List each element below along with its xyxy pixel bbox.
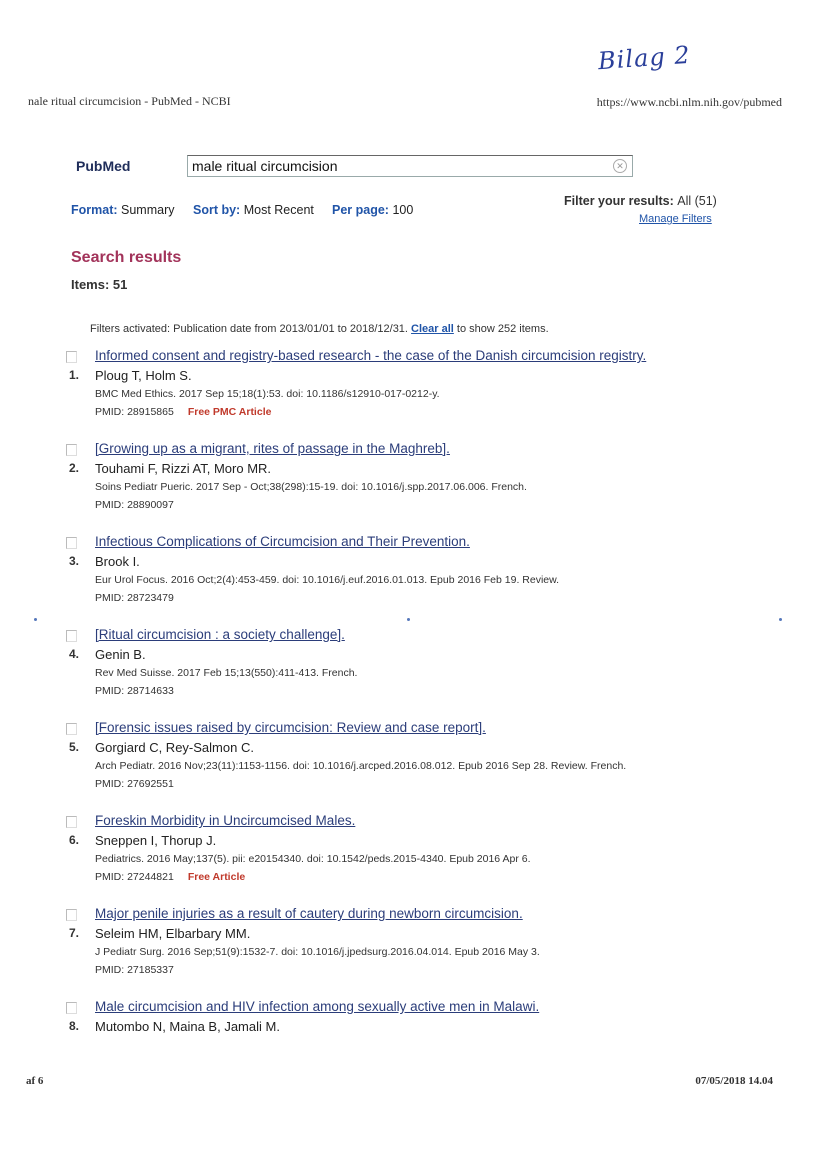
result-pmid: PMID: 28723479 xyxy=(95,592,174,604)
result-citation: Eur Urol Focus. 2016 Oct;2(4):453-459. doi: 10.1016/j.euf.2016.01.013. Epub 2016 Feb 19. Review. xyxy=(95,574,560,586)
result-title-link[interactable]: Major penile injuries as a result of cautery during newborn circumcision. xyxy=(95,906,523,921)
sort-option[interactable] xyxy=(193,203,314,217)
result-citation: J Pediatr Surg. 2016 Sep;51(9):1532-7. doi: 10.1016/j.jpedsurg.2016.04.014. Epub 2016 May 3. xyxy=(95,946,540,958)
result-authors: Seleim HM, Elbarbary MM. xyxy=(95,926,251,941)
result-pmid-line xyxy=(95,871,245,883)
result-citation: BMC Med Ethics. 2017 Sep 15;18(1):53. doi: 10.1186/s12910-017-0212-y. xyxy=(95,388,440,400)
sort-label: Sort by: xyxy=(193,203,241,217)
result-authors: Brook I. xyxy=(95,554,140,569)
items-count: Items: 51 xyxy=(71,277,128,292)
result-pmid-line xyxy=(95,592,174,604)
per-page-option[interactable] xyxy=(332,203,413,217)
print-footer-datetime: 07/05/2018 14.04 xyxy=(695,1075,773,1087)
result-pmid-line xyxy=(95,964,174,976)
filters-activated-text: Filters activated: Publication date from 2013/01/01 to 2018/12/31. xyxy=(90,323,408,335)
result-checkbox[interactable] xyxy=(66,537,77,549)
result-pmid-line xyxy=(95,778,174,790)
result-checkbox[interactable] xyxy=(66,723,77,735)
sort-value: Most Recent xyxy=(243,203,314,217)
search-input[interactable] xyxy=(188,156,592,176)
result-checkbox[interactable] xyxy=(66,816,77,828)
result-pmid: PMID: 27185337 xyxy=(95,964,174,976)
result-title-link[interactable]: [Forensic issues raised by circumcision: Review and case report]. xyxy=(95,720,486,735)
result-number: 1. xyxy=(69,368,80,382)
result-title-link[interactable]: [Ritual circumcision : a society challenge]. xyxy=(95,627,345,642)
result-title-link[interactable]: Male circumcision and HIV infection among sexually active men in Malawi. xyxy=(95,999,540,1014)
filters-suffix-text: to show 252 items. xyxy=(456,323,549,335)
result-citation: Arch Pediatr. 2016 Nov;23(11):1153-1156. doi: 10.1016/j.arcped.2016.08.012. Epub 2016 Sep 28. Review. French. xyxy=(95,760,627,772)
result-checkbox[interactable] xyxy=(66,909,77,921)
handwritten-note: Bilag 2 xyxy=(597,40,692,76)
result-pmid: PMID: 28714633 xyxy=(95,685,174,697)
result-pmid: PMID: 28915865 xyxy=(95,406,174,418)
result-number: 5. xyxy=(69,740,80,754)
result-pmid-line xyxy=(95,406,271,418)
format-option[interactable] xyxy=(71,203,175,217)
result-title-link[interactable]: [Growing up as a migrant, rites of passage in the Maghreb]. xyxy=(95,441,450,456)
result-checkbox[interactable] xyxy=(66,351,77,363)
format-value: Summary xyxy=(121,203,175,217)
free-article-link[interactable]: Free Article xyxy=(187,871,246,883)
filters-activated-message xyxy=(90,323,549,335)
result-authors: Ploug T, Holm S. xyxy=(95,368,192,383)
database-label[interactable]: PubMed xyxy=(76,158,131,174)
result-pmid-line xyxy=(95,685,174,697)
result-number: 2. xyxy=(69,461,80,475)
filter-value[interactable]: All (51) xyxy=(677,194,717,208)
result-title-link[interactable]: Infectious Complications of Circumcision and Their Prevention. xyxy=(95,534,470,549)
result-title-link[interactable]: Foreskin Morbidity in Uncircumcised Males. xyxy=(95,813,356,828)
result-pmid: PMID: 28890097 xyxy=(95,499,174,511)
print-header-title: nale ritual circumcision - PubMed - NCBI xyxy=(28,94,231,108)
print-footer-page: af 6 xyxy=(26,1075,44,1087)
search-box xyxy=(187,155,633,177)
result-title-link[interactable]: Informed consent and registry-based research - the case of the Danish circumcision registry. xyxy=(95,348,647,363)
result-pmid: PMID: 27244821 xyxy=(95,871,174,883)
result-checkbox[interactable] xyxy=(66,630,77,642)
filter-label: Filter your results: xyxy=(564,194,674,208)
manage-filters-link[interactable]: Manage Filters xyxy=(639,213,712,225)
result-authors: Gorgiard C, Rey-Salmon C. xyxy=(95,740,254,755)
result-pmid-line xyxy=(95,499,174,511)
result-citation: Rev Med Suisse. 2017 Feb 15;13(550):411-413. French. xyxy=(95,667,358,679)
result-number: 6. xyxy=(69,833,80,847)
result-citation: Soins Pediatr Pueric. 2017 Sep - Oct;38(298):15-19. doi: 10.1016/j.spp.2017.06.006. French. xyxy=(95,481,527,493)
scan-mark xyxy=(34,618,37,621)
result-number: 4. xyxy=(69,647,80,661)
clear-all-link[interactable]: Clear all xyxy=(411,323,454,335)
print-header-url: https://www.ncbi.nlm.nih.gov/pubmed xyxy=(596,95,782,109)
result-pmid: PMID: 27692551 xyxy=(95,778,174,790)
result-citation: Pediatrics. 2016 May;137(5). pii: e20154340. doi: 10.1542/peds.2015-4340. Epub 2016 Apr 6. xyxy=(95,853,531,865)
result-authors: Mutombo N, Maina B, Jamali M. xyxy=(95,1019,280,1034)
per-page-label: Per page: xyxy=(332,203,389,217)
result-checkbox[interactable] xyxy=(66,444,77,456)
per-page-value: 100 xyxy=(392,203,414,217)
scan-mark xyxy=(407,618,410,621)
result-authors: Sneppen I, Thorup J. xyxy=(95,833,217,848)
result-authors: Touhami F, Rizzi AT, Moro MR. xyxy=(95,461,272,476)
result-checkbox[interactable] xyxy=(66,1002,77,1014)
clear-search-icon[interactable]: ✕ xyxy=(613,159,627,173)
search-results-title: Search results xyxy=(71,249,182,266)
result-number: 3. xyxy=(69,554,80,568)
scan-mark xyxy=(779,618,782,621)
result-authors: Genin B. xyxy=(95,647,146,662)
format-label: Format: xyxy=(71,203,118,217)
filter-your-results xyxy=(564,194,717,208)
result-number: 7. xyxy=(69,926,80,940)
result-number: 8. xyxy=(69,1019,80,1033)
free-article-link[interactable]: Free PMC Article xyxy=(187,406,272,418)
